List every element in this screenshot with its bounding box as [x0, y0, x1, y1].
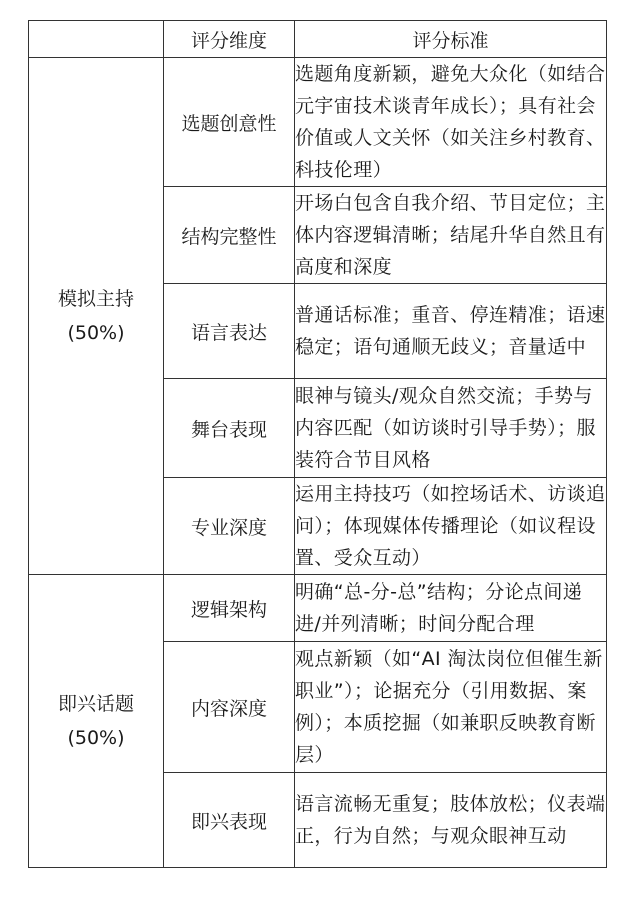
- dimension-cell: 选题创意性: [164, 58, 295, 187]
- dimension-cell: 内容深度: [164, 642, 295, 773]
- category-name: 模拟主持: [57, 288, 134, 310]
- criteria-cell: 语言流畅无重复；肢体放松；仪表端正，行为自然；与观众眼神互动: [295, 773, 607, 868]
- criteria-cell: 观点新颖（如“AI 淘汰岗位但催生新职业”）；论据充分（引用数据、案例）；本质挖掘（如兼职反映教育断层）: [295, 642, 607, 773]
- category-cell-simulated-hosting: [29, 58, 164, 575]
- category-weight: (50%): [67, 727, 125, 749]
- header-row: [29, 21, 607, 58]
- dimension-cell: 结构完整性: [164, 187, 295, 284]
- criteria-cell: 选题角度新颖，避免大众化（如结合元宇宙技术谈青年成长）；具有社会价值或人文关怀（如关注乡村教育、科技伦理）: [295, 58, 607, 187]
- category-weight: (50%): [67, 322, 125, 344]
- header-cell-category: [29, 21, 164, 58]
- header-cell-dimension: 评分维度: [164, 21, 295, 58]
- dimension-cell: 即兴表现: [164, 773, 295, 868]
- criteria-cell: 明确“总-分-总”结构；分论点间递进/并列清晰；时间分配合理: [295, 575, 607, 642]
- dimension-cell: 语言表达: [164, 284, 295, 379]
- criteria-cell: 开场白包含自我介绍、节目定位；主体内容逻辑清晰；结尾升华自然且有高度和深度: [295, 187, 607, 284]
- table-row: [29, 58, 607, 187]
- dimension-cell: 专业深度: [164, 478, 295, 575]
- table-row: [29, 575, 607, 642]
- category-cell-impromptu-topic: [29, 575, 164, 868]
- category-name: 即兴话题: [57, 693, 134, 715]
- criteria-cell: 运用主持技巧（如控场话术、访谈追问）；体现媒体传播理论（如议程设置、受众互动）: [295, 478, 607, 575]
- header-cell-criteria: 评分标准: [295, 21, 607, 58]
- dimension-cell: 逻辑架构: [164, 575, 295, 642]
- rubric-table: [28, 20, 607, 868]
- criteria-cell: 眼神与镜头/观众自然交流；手势与内容匹配（如访谈时引导手势）；服装符合节目风格: [295, 379, 607, 478]
- dimension-cell: 舞台表现: [164, 379, 295, 478]
- criteria-cell: 普通话标准；重音、停连精准；语速稳定；语句通顺无歧义；音量适中: [295, 284, 607, 379]
